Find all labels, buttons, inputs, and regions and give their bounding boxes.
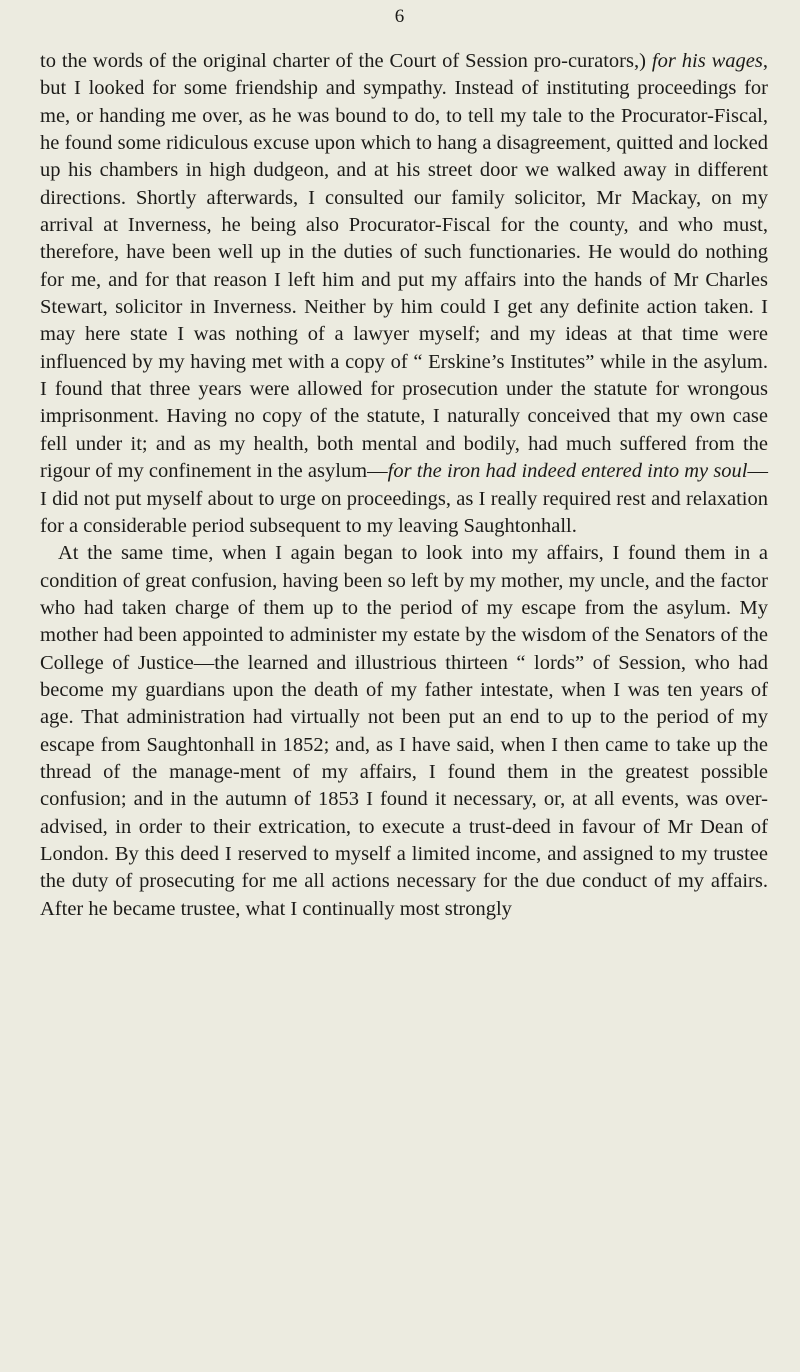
paragraph-1-segment-2-italic: for his wages	[651, 50, 763, 72]
paragraph-1-segment-3: , but I looked for some friendship and sympathy. Instead of instituting proceedings for me, or handing me over, as he was bound to do, to tell my tale to the Procurator-Fiscal, he found some ridiculous excuse upon which to hang a disagreement, quitted and locked up his chambers in high dudgeon, and at his street door we walked away in different directions. Shortly afterwards, I consulted our family solicitor, Mr Mackay, on my arrival at Inverness, he being also Procurator-Fiscal for the county, and who must, therefore, have been well up in the duties of such functionaries. He would do nothing for me, and for that reason I left him and put my affairs into the hands of Mr Charles Stewart, solicitor in Inverness. Neither by him could I get any definite action taken. I may here state I was nothing of a lawyer myself; and my ideas at that time were influenced by my having met with a copy of “ Erskine’s Institutes” while in the asylum. I found that three years were allowed for prosecution under the statute for wrongous imprisonment. Having no copy of the statute, I naturally conceived that my own case fell under it; and as my health, both mental and bodily, had much suffered from the rigour of my confinement in the asylum—	[40, 50, 768, 483]
paragraph-1-segment-5: —I did not put myself about to urge on proceedings, as I really required rest and relaxation for a considerable period subsequent to my leaving Saughtonhall.	[40, 460, 769, 537]
page-number: 6	[394, 6, 406, 27]
paragraph-1	[40, 48, 768, 540]
paragraph-1-segment-1: to the words of the original charter of the Court of Session pro-curators,)	[40, 50, 652, 72]
paragraph-1-segment-4-italic: for the iron had indeed entered into my soul	[387, 460, 748, 483]
body-text	[40, 48, 768, 923]
paragraph-2-segment-1: At the same time, when I again began to look into my affairs, I found them in a condition of great confusion, having been so left by my mother, my uncle, and the factor who had taken charge of them up to the period of my escape from the asylum. My mother had been appointed to administer my estate by the wisdom of the Senators of the College of Justice—the learned and illustrious thirteen “ lords” of Session, who had become my guardians upon the death of my father intestate, when I was ten years of age. That administration had virtually not been put an end to up to the period of my escape from Saughtonhall in 1852; and, as I have said, when I then came to take up the thread of the manage-ment of my affairs, I found them in the greatest possible confusion; and in the autumn of 1853 I found it necessary, or, at all events, was over-advised, in order to their extrication, to execute a trust-deed in favour of Mr Dean of London. By this deed I reserved to myself a limited income, and assigned to my trustee the duty of prosecuting for me all actions necessary for the due conduct of my affairs. After he became trustee, what I continually most strongly	[40, 542, 768, 920]
paragraph-2	[40, 540, 768, 923]
